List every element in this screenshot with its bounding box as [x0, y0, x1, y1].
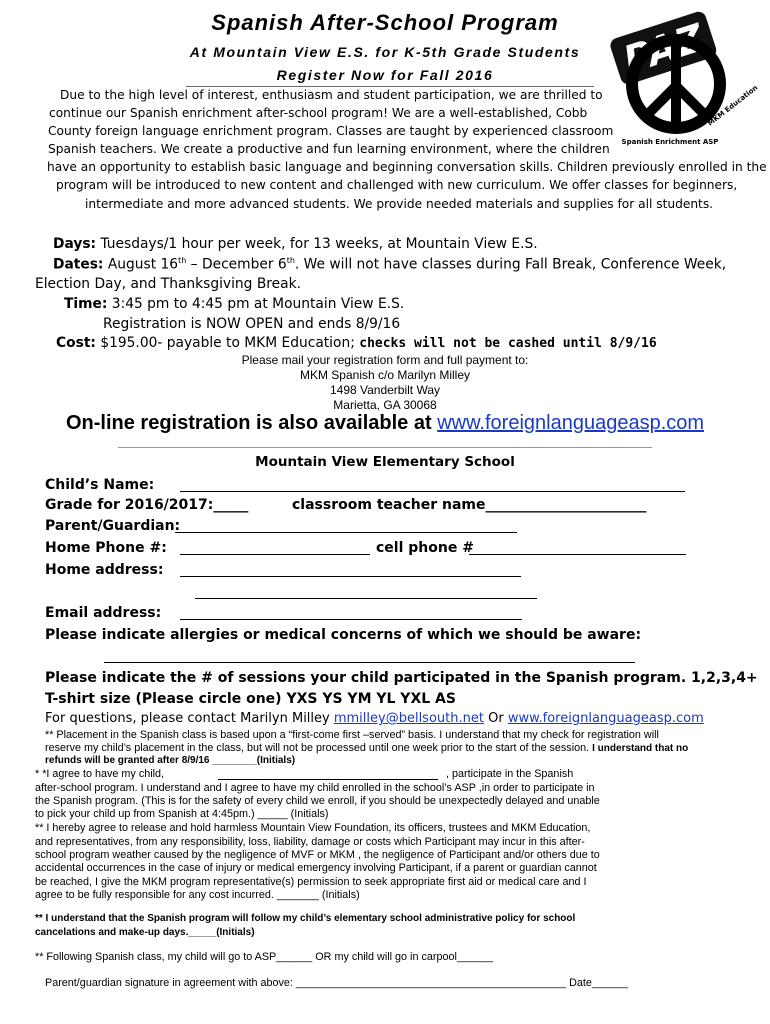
- days-label: Days:: [53, 236, 97, 252]
- email-label: Email address:: [45, 605, 162, 621]
- child-name-label: Child’s Name:: [45, 477, 155, 493]
- agree-line-2: after-school program. I understand and I agree to have my child enrolled in the school’s ASP ,in order to participate in: [35, 782, 595, 794]
- intro-line-2: continue our Spanish enrichment after-school program! We are a well-established, Cobb: [49, 106, 588, 120]
- page-subtitle-register: Register Now for Fall 2016: [276, 67, 494, 83]
- mail-line-4: Marietta, GA 30068: [333, 398, 437, 412]
- logo-top-text: MKM Education: [706, 83, 760, 128]
- agree-line-1a: * *I agree to have my child,: [35, 768, 165, 780]
- mail-line-1: Please mail your registration form and full payment to:: [241, 353, 529, 367]
- logo-bottom-text: Spanish Enrichment ASP: [621, 138, 719, 146]
- dates-continued: Election Day, and Thanksgiving Break.: [35, 276, 301, 292]
- time-text: 3:45 pm to 4:45 pm at Mountain View E.S.: [107, 296, 405, 312]
- mail-line-2: MKM Spanish c/o Marilyn Milley: [299, 368, 471, 382]
- release-line-2: and representatives, from any responsibility, loss, liability, damage or costs which Participant may incur in this after-: [35, 836, 585, 848]
- agree-line-3: the Spanish program. (This is for the safety of every child we enroll, if you should be unexpectedly delayed and unable: [35, 795, 600, 807]
- questions-text: For questions, please contact Marilyn Milley: [45, 711, 334, 726]
- dates-note: . We will not have classes during Fall Break, Conference Week,: [294, 256, 727, 273]
- child-name-agree-field[interactable]: [218, 779, 438, 780]
- refund-initials-field[interactable]: refunds will be granted after 8/9/16 ________(Initials): [45, 755, 296, 766]
- parent-label: Parent/Guardian:: [45, 518, 181, 534]
- online-registration: [0, 412, 770, 435]
- time-label: Time:: [64, 296, 108, 312]
- policy-initials-field[interactable]: cancelations and make-up days._____(Initials): [35, 927, 255, 938]
- online-link[interactable]: www.foreignlanguageasp.com: [437, 412, 705, 434]
- agree-line-1b: , participate in the Spanish: [446, 768, 574, 780]
- intro-line-4: Spanish teachers. We create a productive and fun learning environment, where the children: [48, 142, 610, 156]
- home-phone-field[interactable]: [180, 554, 370, 555]
- release-line-3: school program weather caused by the negligence of MVF or MKM , the negligence of Participant and/or others due to: [35, 849, 600, 861]
- website-link[interactable]: www.foreignlanguageasp.com: [507, 711, 704, 726]
- school-name: Mountain View Elementary School: [255, 454, 515, 470]
- dates-sup-2: th: [286, 256, 295, 265]
- sessions-label: Please indicate the # of sessions your child participated in the Spanish program. 1,2,3,4+: [45, 670, 758, 686]
- intro-line-3: County foreign language enrichment program. Classes are taught by experienced classroom: [48, 124, 614, 138]
- cost-checks-note: checks will not be cashed until 8/9/16: [359, 336, 657, 351]
- page-title: Spanish After-School Program: [211, 10, 559, 35]
- home-phone-label: Home Phone #:: [45, 540, 167, 556]
- dates-row: [53, 256, 726, 273]
- svg-text:PAZ: PAZ: [618, 15, 710, 83]
- online-divider: [118, 447, 652, 448]
- policy-line-1: ** I understand that the Spanish program will follow my child’s elementary school administrative policy for school: [35, 913, 576, 924]
- questions-row: [45, 711, 704, 726]
- online-text: On-line registration is also available at: [65, 412, 438, 434]
- child-name-field[interactable]: [180, 491, 685, 492]
- email-field[interactable]: [180, 619, 522, 620]
- time-row: [64, 296, 404, 312]
- release-line-5: be reached, I give the MKM program representative(s) permission to seek appropriate first aid or medical care and I: [35, 876, 587, 888]
- home-address-field[interactable]: [180, 576, 521, 577]
- dates-label: Dates:: [53, 256, 104, 273]
- cell-phone-field[interactable]: [469, 554, 686, 555]
- allergies-field[interactable]: [104, 662, 635, 663]
- dates-start: August 16: [103, 256, 179, 273]
- allergies-label: Please indicate allergies or medical concerns of which we should be aware:: [45, 627, 642, 643]
- placement-line-2a: reserve my child’s placement in the class, but will not be processed until one week prior to the start of the session.: [45, 742, 593, 754]
- grade-field[interactable]: Grade for 2016/2017:_____: [45, 497, 249, 513]
- pickup-initials-field[interactable]: to pick your child up from Spanish at 4:45pm.) _____ (Initials): [35, 808, 329, 820]
- questions-or: Or: [483, 711, 508, 726]
- release-line-4: accidental occurrences in the case of injury or medical emergency involving Participant, if a parent or guardian cannot: [35, 862, 597, 874]
- after-class-field[interactable]: ** Following Spanish class, my child will go to ASP______ OR my child will go in carpool______: [35, 951, 493, 963]
- cost-text: $195.00- payable to MKM Education;: [95, 335, 360, 351]
- days-row: [53, 236, 538, 252]
- cost-row: [56, 335, 657, 351]
- home-address-field-2[interactable]: [195, 598, 537, 599]
- release-line-1: ** I hereby agree to release and hold harmless Mountain View Foundation, its officers, trustees and MKM Education,: [35, 822, 591, 834]
- intro-line-1: Due to the high level of interest, enthusiasm and student participation, we are thrilled to: [60, 88, 603, 102]
- placement-line-2b: I understand that no: [592, 743, 689, 754]
- intro-line-6: program will be introduced to new content and challenged with new curriculum. We offer classes for beginners,: [56, 178, 738, 192]
- release-initials-field[interactable]: agree to be fully responsible for any cost incurred. _______ (Initials): [35, 889, 360, 901]
- home-address-label: Home address:: [45, 562, 164, 578]
- registration-note: Registration is NOW OPEN and ends 8/9/16: [103, 316, 401, 332]
- dates-sup-1: th: [178, 256, 187, 265]
- paz-peace-logo: [598, 8, 760, 148]
- intro-line-7: intermediate and more advanced students. We provide needed materials and supplies for all students.: [85, 197, 714, 211]
- teacher-name-field[interactable]: classroom teacher name_______________________: [292, 497, 647, 513]
- days-text: Tuesdays/1 hour per week, for 13 weeks, at Mountain View E.S.: [96, 236, 538, 252]
- signature-field[interactable]: Parent/guardian signature in agreement with above: _____________________________________________ Date______: [45, 977, 628, 989]
- cell-phone-label: cell phone #: [376, 540, 474, 556]
- placement-line-1: ** Placement in the Spanish class is based upon a “first-come first –served” basis. I understand that my check for registration will: [45, 729, 659, 741]
- tshirt-size-options[interactable]: T-shirt size (Please circle one) YXS YS YM YL YXL AS: [45, 691, 456, 707]
- header-divider: [186, 86, 594, 87]
- parent-field[interactable]: [175, 532, 517, 533]
- contact-email-link[interactable]: mmilley@bellsouth.net: [333, 711, 484, 726]
- page-subtitle: At Mountain View E.S. for K-5th Grade Students: [189, 44, 581, 60]
- placement-line-2: [45, 742, 688, 754]
- mail-line-3: 1498 Vanderbilt Way: [329, 383, 441, 397]
- cost-label: Cost:: [56, 335, 96, 351]
- dates-end: – December 6: [186, 256, 287, 273]
- intro-line-5: have an opportunity to establish basic language and beginning conversation skills. Children previously enrolled in the: [47, 160, 767, 174]
